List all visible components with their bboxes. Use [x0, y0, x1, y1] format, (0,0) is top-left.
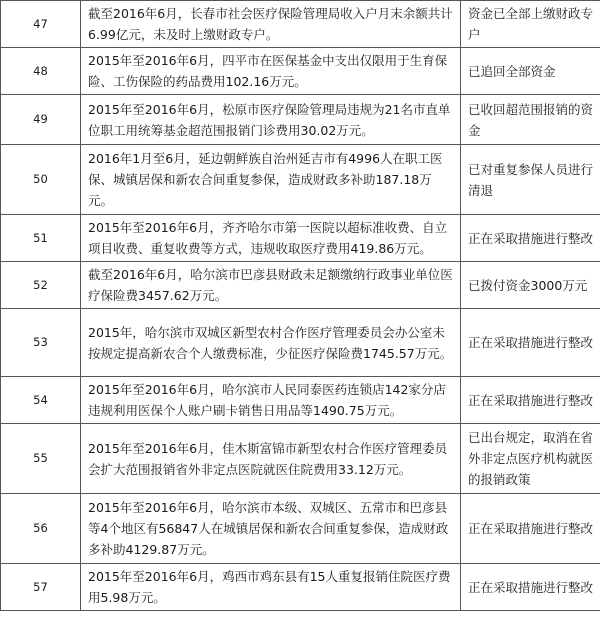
issue-description: 截至2016年6月，长春市社会医疗保险管理局收入户月末余额共计6.99亿元，未及时上缴财政专户。 — [81, 1, 461, 48]
row-number: 55 — [1, 424, 81, 494]
row-number: 56 — [1, 494, 81, 564]
rectification-status: 已拨付资金3000万元 — [461, 262, 600, 309]
issue-description: 2015年，哈尔滨市双城区新型农村合作医疗管理委员会办公室未按规定提高新农合个人缴费标准，少征医疗保险费1745.57万元。 — [81, 309, 461, 377]
rectification-status: 资金已全部上缴财政专户 — [461, 1, 600, 48]
table-row — [1, 215, 600, 262]
row-number: 47 — [1, 1, 81, 48]
rectification-status: 已对重复参保人员进行清退 — [461, 145, 600, 215]
rectification-status: 已出台规定，取消在省外非定点医疗机构就医的报销政策 — [461, 424, 600, 494]
table-row — [1, 95, 600, 145]
table-row — [1, 145, 600, 215]
row-number: 53 — [1, 309, 81, 377]
issue-description: 2015年至2016年6月，佳木斯富锦市新型农村合作医疗管理委员会扩大范围报销省外非定点医院就医住院费用33.12万元。 — [81, 424, 461, 494]
issue-description: 2015年至2016年6月，四平市在医保基金中支出仅限用于生育保险、工伤保险的药品费用102.16万元。 — [81, 48, 461, 95]
issue-description: 截至2016年6月，哈尔滨市巴彦县财政未足额缴纳行政事业单位医疗保险费3457.62万元。 — [81, 262, 461, 309]
row-number: 49 — [1, 95, 81, 145]
rectification-status: 已收回超范围报销的资金 — [461, 95, 600, 145]
rectification-status: 正在采取措施进行整改 — [461, 494, 600, 564]
row-number: 50 — [1, 145, 81, 215]
table-row — [1, 48, 600, 95]
table-row — [1, 424, 600, 494]
table-row — [1, 1, 600, 48]
rectification-status: 正在采取措施进行整改 — [461, 215, 600, 262]
rectification-status: 正在采取措施进行整改 — [461, 564, 600, 611]
row-number: 51 — [1, 215, 81, 262]
rectification-status: 正在采取措施进行整改 — [461, 309, 600, 377]
rectification-status: 已追回全部资金 — [461, 48, 600, 95]
issue-description: 2015年至2016年6月，齐齐哈尔市第一医院以超标准收费、自立项目收费、重复收费等方式，违规收取医疗费用419.86万元。 — [81, 215, 461, 262]
issue-description: 2016年1月至6月，延边朝鲜族自治州延吉市有4996人在职工医保、城镇居保和新农合间重复参保，造成财政多补助187.18万元。 — [81, 145, 461, 215]
issue-description: 2015年至2016年6月，松原市医疗保险管理局违规为21名市直单位职工用统筹基金超范围报销门诊费用30.02万元。 — [81, 95, 461, 145]
issue-description: 2015年至2016年6月，哈尔滨市本级、双城区、五常市和巴彦县等4个地区有56847人在城镇居保和新农合间重复参保，造成财政多补助4129.87万元。 — [81, 494, 461, 564]
row-number: 54 — [1, 377, 81, 424]
table-row — [1, 564, 600, 611]
table-row — [1, 262, 600, 309]
row-number: 48 — [1, 48, 81, 95]
row-number: 57 — [1, 564, 81, 611]
table-row — [1, 494, 600, 564]
table-row — [1, 309, 600, 377]
issue-description: 2015年至2016年6月，哈尔滨市人民同泰医药连锁店142家分店违规利用医保个人账户刷卡销售日用品等1490.75万元。 — [81, 377, 461, 424]
rectification-status: 正在采取措施进行整改 — [461, 377, 600, 424]
row-number: 52 — [1, 262, 81, 309]
table-row — [1, 377, 600, 424]
issue-description: 2015年至2016年6月，鸡西市鸡东县有15人重复报销住院医疗费用5.98万元。 — [81, 564, 461, 611]
